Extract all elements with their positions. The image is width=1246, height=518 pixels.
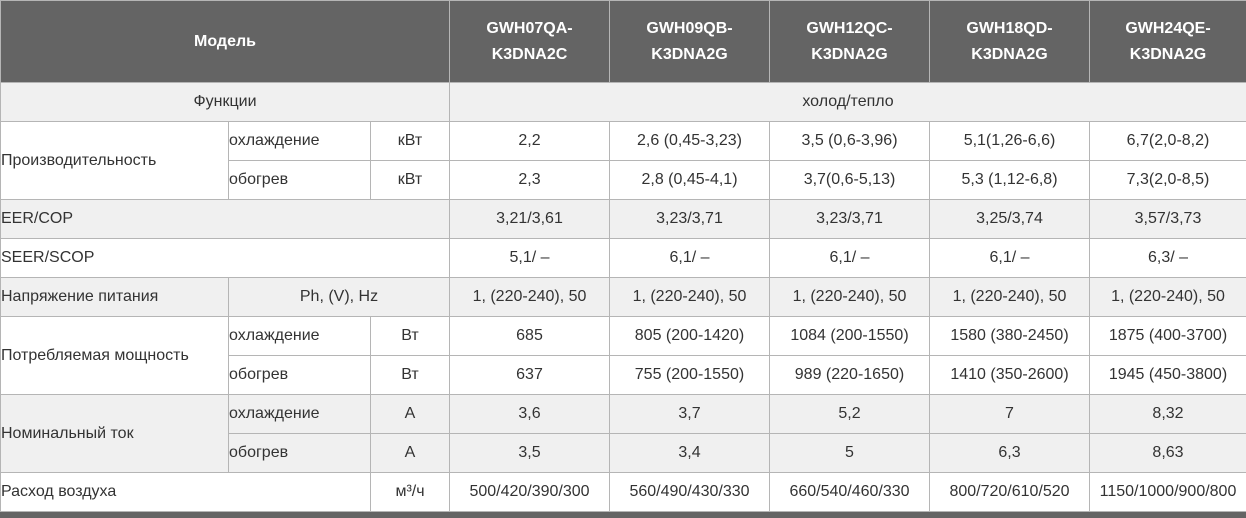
table-cell: 8,32 xyxy=(1090,395,1246,434)
table-cell: 560/490/430/330 xyxy=(610,473,770,512)
capacity-label: Производительность xyxy=(1,122,229,200)
unit-label: А xyxy=(371,434,450,473)
unit-label: кВт xyxy=(371,161,450,200)
table-cell: 3,6 xyxy=(450,395,610,434)
table-cell: 5,2 xyxy=(770,395,930,434)
mode-label: обогрев xyxy=(229,161,371,200)
model-name-line2: K3DNA2G xyxy=(971,45,1048,63)
table-cell: 2,6 (0,45-3,23) xyxy=(610,122,770,161)
table-cell: 3,4 xyxy=(610,434,770,473)
mode-label: обогрев xyxy=(229,356,371,395)
model-column-header xyxy=(610,1,770,83)
rated-current-cooling-row xyxy=(1,395,1246,434)
unit-label: Вт xyxy=(371,317,450,356)
table-cell: 6,7(2,0-8,2) xyxy=(1090,122,1246,161)
mode-label: охлаждение xyxy=(229,395,371,434)
table-cell: 3,21/3,61 xyxy=(450,200,610,239)
header-row xyxy=(1,1,1246,83)
functions-value: холод/тепло xyxy=(450,83,1246,122)
table-cell: 1, (220-240), 50 xyxy=(450,278,610,317)
model-name-line1: GWH18QD- xyxy=(966,19,1053,37)
table-cell: 1, (220-240), 50 xyxy=(610,278,770,317)
airflow-row xyxy=(1,473,1246,512)
table-cell: 1150/1000/900/800 xyxy=(1090,473,1246,512)
table-cell: 5 xyxy=(770,434,930,473)
table-cell: 3,7 xyxy=(610,395,770,434)
table-cell: 637 xyxy=(450,356,610,395)
power-supply-label: Напряжение питания xyxy=(1,278,229,317)
model-column-header xyxy=(450,1,610,83)
table-cell: 5,1(1,26-6,6) xyxy=(930,122,1090,161)
power-supply-row xyxy=(1,278,1246,317)
table-cell: 685 xyxy=(450,317,610,356)
table-cell: 1580 (380-2450) xyxy=(930,317,1090,356)
model-name-line1: GWH12QC- xyxy=(806,19,893,37)
table-cell: 3,25/3,74 xyxy=(930,200,1090,239)
model-name-line1: GWH07QA- xyxy=(486,19,573,37)
model-column-header xyxy=(770,1,930,83)
capacity-cooling-row xyxy=(1,122,1246,161)
model-name-line2: K3DNA2G xyxy=(811,45,888,63)
table-cell: 5,1/ – xyxy=(450,239,610,278)
table-cell: 8,63 xyxy=(1090,434,1246,473)
table-cell: 989 (220-1650) xyxy=(770,356,930,395)
mode-label: охлаждение xyxy=(229,317,371,356)
model-name-line2: K3DNA2C xyxy=(491,45,568,63)
table-cell: 6,1/ – xyxy=(610,239,770,278)
table-cell: 6,1/ – xyxy=(770,239,930,278)
table-cell: 1875 (400-3700) xyxy=(1090,317,1246,356)
table-cell: 800/720/610/520 xyxy=(930,473,1090,512)
table-cell: 1084 (200-1550) xyxy=(770,317,930,356)
table-cell: 7 xyxy=(930,395,1090,434)
unit-label: м³/ч xyxy=(371,473,450,512)
table-cell: 3,23/3,71 xyxy=(770,200,930,239)
table-cell: 660/540/460/330 xyxy=(770,473,930,512)
table-cell: 1, (220-240), 50 xyxy=(1090,278,1246,317)
table-cell: 1945 (450-3800) xyxy=(1090,356,1246,395)
table-cell: 3,57/3,73 xyxy=(1090,200,1246,239)
table-cell: 1, (220-240), 50 xyxy=(770,278,930,317)
table-cell: 6,3/ – xyxy=(1090,239,1246,278)
model-name-line2: K3DNA2G xyxy=(651,45,728,63)
model-name-line2: K3DNA2G xyxy=(1129,45,1207,63)
unit-label: Вт xyxy=(371,356,450,395)
table-cell: 6,3 xyxy=(930,434,1090,473)
model-column-header xyxy=(930,1,1090,83)
table-cell: 500/420/390/300 xyxy=(450,473,610,512)
functions-label: Функции xyxy=(1,83,450,122)
table-cell: 2,3 xyxy=(450,161,610,200)
unit-label: Ph, (V), Hz xyxy=(229,278,450,317)
table-cell: 3,5 xyxy=(450,434,610,473)
power-consumption-label: Потребляемая мощность xyxy=(1,317,229,395)
unit-label: А xyxy=(371,395,450,434)
table-cell: 805 (200-1420) xyxy=(610,317,770,356)
airflow-label: Расход воздуха xyxy=(1,473,371,512)
mode-label: обогрев xyxy=(229,434,371,473)
table-cell: 7,3(2,0-8,5) xyxy=(1090,161,1246,200)
table-cell: 1410 (350-2600) xyxy=(930,356,1090,395)
functions-row xyxy=(1,83,1246,122)
model-column-header xyxy=(1090,1,1246,83)
table-cell: 5,3 (1,12-6,8) xyxy=(930,161,1090,200)
table-cell: 2,2 xyxy=(450,122,610,161)
unit-label: кВт xyxy=(371,122,450,161)
table-cell: 2,8 (0,45-4,1) xyxy=(610,161,770,200)
table-cell: 1, (220-240), 50 xyxy=(930,278,1090,317)
model-name-line1: GWH09QB- xyxy=(646,19,733,37)
eer-cop-label: EER/COP xyxy=(1,200,450,239)
model-header: Модель xyxy=(1,1,450,83)
seer-scop-label: SEER/SCOP xyxy=(1,239,450,278)
table-cell: 755 (200-1550) xyxy=(610,356,770,395)
table-footer-bar xyxy=(0,512,1246,518)
seer-scop-row xyxy=(1,239,1246,278)
mode-label: охлаждение xyxy=(229,122,371,161)
table-cell: 6,1/ – xyxy=(930,239,1090,278)
power-consumption-cooling-row xyxy=(1,317,1246,356)
eer-cop-row xyxy=(1,200,1246,239)
table-cell: 3,23/3,71 xyxy=(610,200,770,239)
rated-current-label: Номинальный ток xyxy=(1,395,229,473)
table-cell: 3,7(0,6-5,13) xyxy=(770,161,930,200)
table-cell: 3,5 (0,6-3,96) xyxy=(770,122,930,161)
model-name-line1: GWH24QE- xyxy=(1125,19,1211,37)
